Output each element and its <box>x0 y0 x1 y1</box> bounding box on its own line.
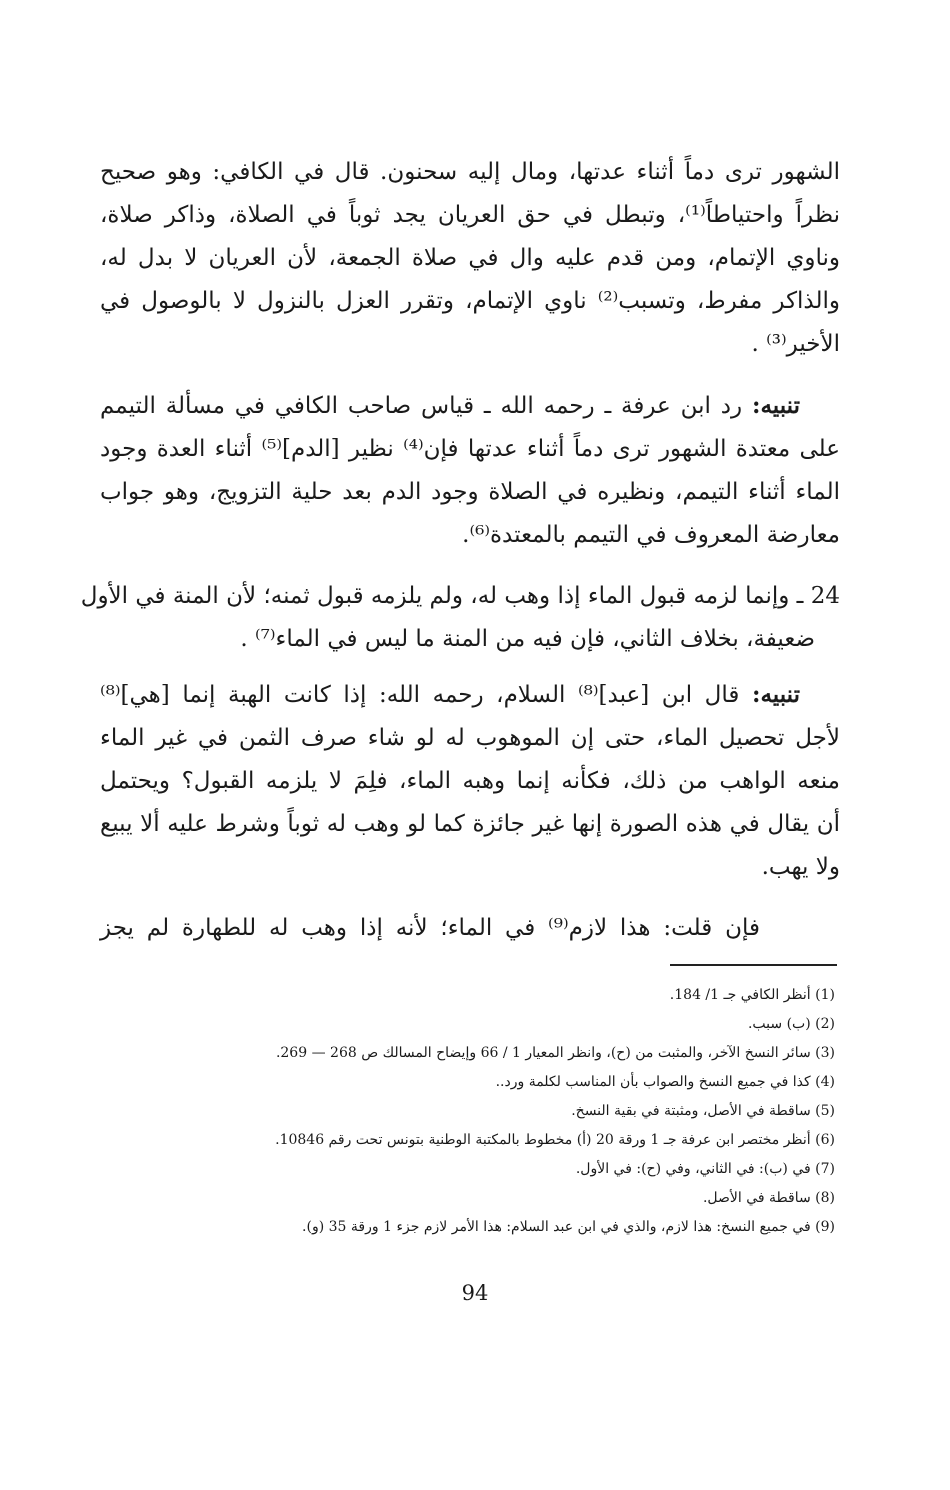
note-line: الماء أثناء التيمم، ونظيره في الصلاة وجود الدم بعد حلية التزويج، وهو جواب <box>100 479 840 505</box>
note-line: أن يقال في هذه الصورة إنها غير جائزة كما لو وهب له ثوباً وشرط عليه ألا يبيع <box>100 811 840 837</box>
footnote: (3) سائر النسخ الآخر، والمثبت من (ح)، وانظر المعيار 1 / 66 وإيضاح المسالك ص 268 — 269. <box>275 1045 835 1061</box>
footnote: (7) في (ب): في الثاني، وفي (ح): في الأول. <box>575 1161 835 1177</box>
paragraph-line: نظراً واحتياطاً⁽¹⁾، وتبطل في حق العريان يجد ثوباً في الصلاة، وذاكر صلاة، <box>100 202 840 228</box>
footnote: (2) (ب) سبب. <box>747 1016 835 1032</box>
note-line: على معتدة الشهور ترى دماً أثناء عدتها فإن⁽⁴⁾ نظير [الدم]⁽⁵⁾ أثناء العدة وجود <box>100 436 841 462</box>
note-label: تنبيه: <box>751 392 800 419</box>
note-line: معارضة المعروف في التيمم بالمعتدة⁽⁶⁾. <box>462 522 840 548</box>
paragraph-line: الشهور ترى دماً أثناء عدتها، ومال إليه سحنون. قال في الكافي: وهو صحيح <box>100 159 840 185</box>
note-line: لأجل تحصيل الماء، حتى إن الموهوب له لو شاء صرف الثمن في غير الماء <box>100 725 840 751</box>
footnote-separator <box>670 964 837 966</box>
footnote: (1) أنظر الكافي جـ 1/ 184. <box>669 987 835 1003</box>
footnote: (4) كذا في جميع النسخ والصواب بأن المناسب لكلمة ورد.. <box>495 1074 835 1090</box>
note-label: تنبيه: <box>751 681 801 708</box>
note-text: رد ابن عرفة ـ رحمه الله ـ قياس صاحب الكافي في مسألة التيمم <box>100 393 752 419</box>
paragraph-line: وناوي الإتمام، ومن قدم عليه وال في صلاة الجمعة، لأن العريان لا بدل له، <box>100 245 840 271</box>
note-line: ولا يهب. <box>761 854 840 880</box>
numbered-item-line: ضعيفة، بخلاف الثاني، فإن فيه من المنة ما ليس في الماء⁽⁷⁾ . <box>240 626 815 652</box>
footnote: (9) في جميع النسخ: هذا لازم، والذي في ابن عبد السلام: هذا الأمر لازم جزء 1 ورقة 35 (و). <box>302 1219 835 1235</box>
footnote: (6) أنظر مختصر ابن عرفة جـ 1 ورقة 20 (أ) مخطوط بالمكتبة الوطنية بتونس تحت رقم 10846. <box>275 1132 835 1148</box>
footnote: (5) ساقطة في الأصل، ومثبتة في بقية النسخ. <box>571 1103 835 1119</box>
note-text: قال ابن [عبد]⁽⁸⁾ السلام، رحمه الله: إذا كانت الهبة إنما [هي]⁽⁸⁾ <box>100 682 752 708</box>
numbered-item-line: 24 ـ وإنما لزمه قبول الماء إذا وهب له، ولم يلزمه قبول ثمنه؛ لأن المنة في الأول <box>80 583 840 609</box>
paragraph-line: فإن قلت: هذا لازم⁽⁹⁾ في الماء؛ لأنه إذا وهب له للطهارة لم يجز <box>100 915 761 941</box>
note-line <box>100 384 800 428</box>
paragraph-line: الأخير⁽³⁾ . <box>751 331 840 357</box>
footnote: (8) ساقطة في الأصل. <box>702 1190 835 1206</box>
paragraph-line: والذاكر مفرط، وتسبب⁽²⁾ ناوي الإتمام، وتقرر العزل بالنزول لا بالوصول في <box>100 288 840 314</box>
note-line: منعه الواهب من ذلك، فكأنه إنما وهبه الماء، فلِمَ لا يلزمه القبول؟ ويحتمل <box>100 768 840 794</box>
note-line <box>100 673 800 717</box>
page-number: 94 <box>461 1281 489 1305</box>
